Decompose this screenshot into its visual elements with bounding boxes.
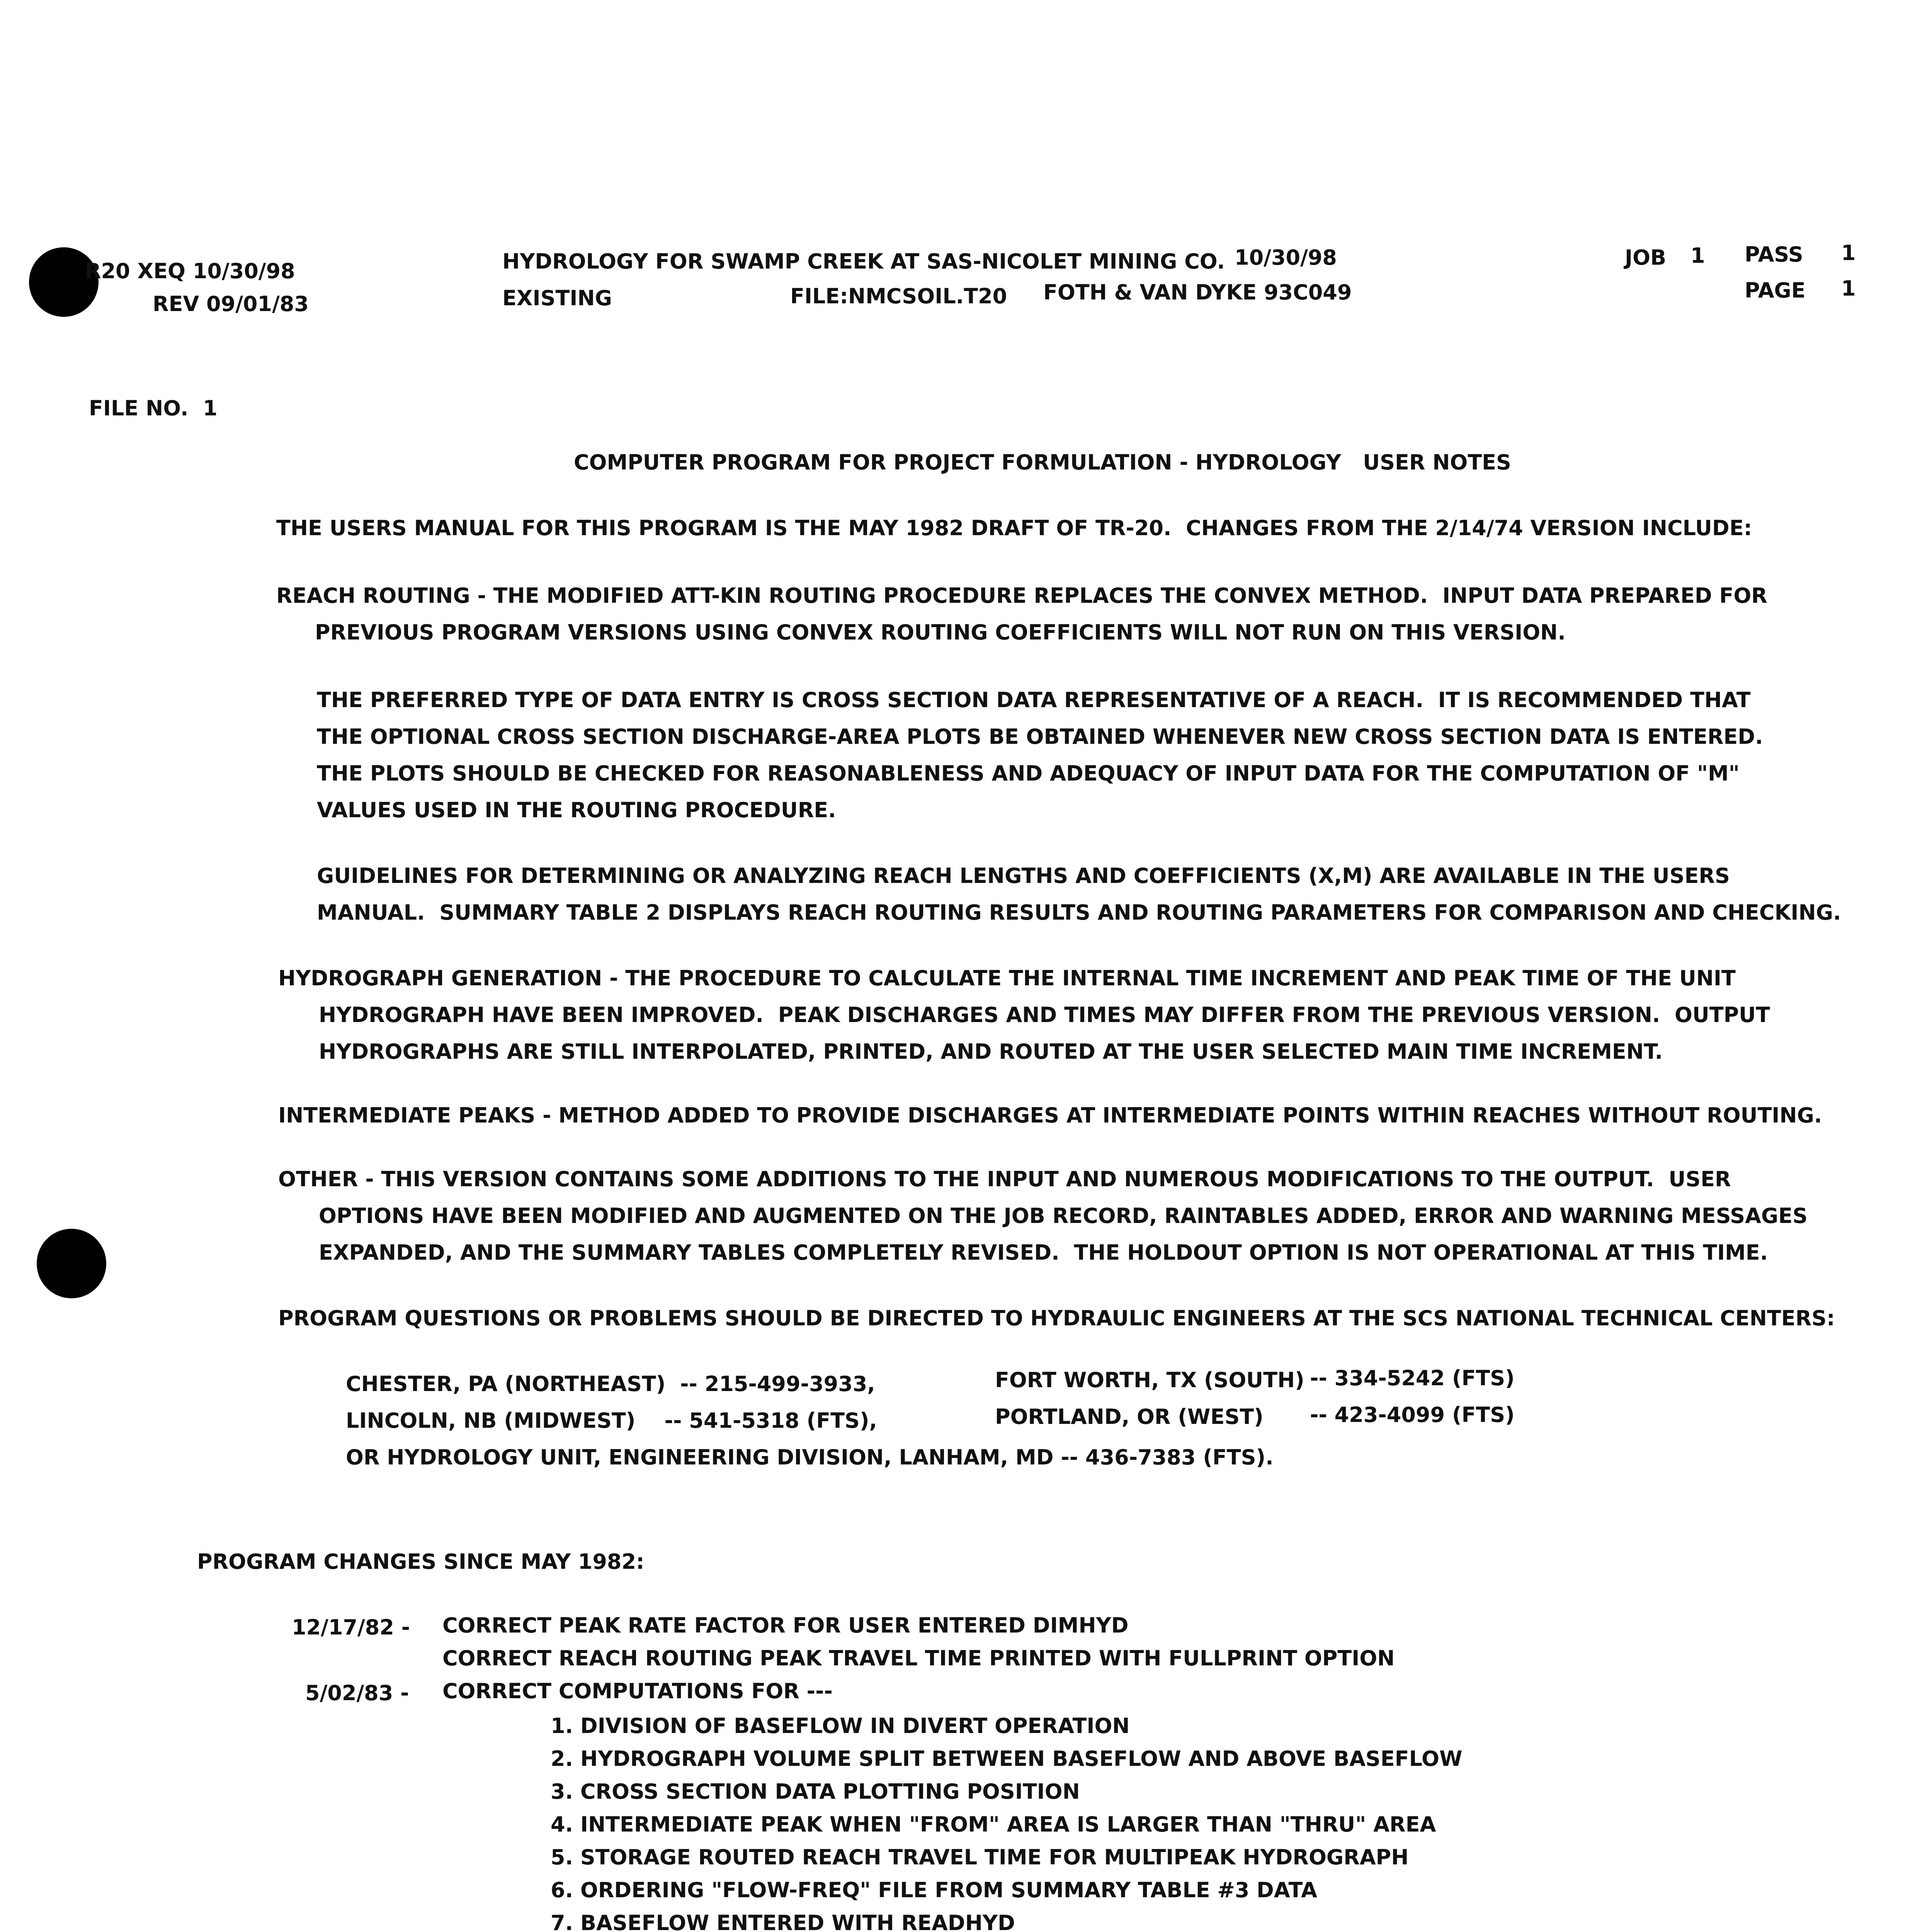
job-label: JOB bbox=[1625, 245, 1667, 270]
other-line-3: EXPANDED, AND THE SUMMARY TABLES COMPLETELY REVISED. THE HOLDOUT OPTION IS NOT OPERATIONAL AT THIS TIME. bbox=[319, 1240, 1768, 1265]
reach-routing-line-2: PREVIOUS PROGRAM VERSIONS USING CONVEX ROUTING COEFFICIENTS WILL NOT RUN ON THIS VERSION. bbox=[315, 620, 1566, 645]
fix-item-2: 2. HYDROGRAPH VOLUME SPLIT BETWEEN BASEFLOW AND ABOVE BASEFLOW bbox=[551, 1747, 1463, 1771]
reach-routing-p3-line-2: MANUAL. SUMMARY TABLE 2 DISPLAYS REACH ROUTING RESULTS AND ROUTING PARAMETERS FOR COMPARISON AND CHECKING. bbox=[317, 900, 1841, 925]
other-line-2: OPTIONS HAVE BEEN MODIFIED AND AUGMENTED ON THE JOB RECORD, RAINTABLES ADDED, ERROR AND WARNING MESSAGES bbox=[319, 1204, 1808, 1228]
page-label: PAGE bbox=[1745, 278, 1806, 303]
change-1-a: CORRECT PEAK RATE FACTOR FOR USER ENTERED DIMHYD bbox=[442, 1613, 1129, 1638]
change-1-b: CORRECT REACH ROUTING PEAK TRAVEL TIME PRINTED WITH FULLPRINT OPTION bbox=[442, 1646, 1395, 1670]
contact-hydrology-unit: OR HYDROLOGY UNIT, ENGINEERING DIVISION, LANHAM, MD -- 436-7383 (FTS). bbox=[346, 1445, 1274, 1469]
fix-item-7: 7. BASEFLOW ENTERED WITH READHYD bbox=[551, 1911, 1015, 1932]
document-title: COMPUTER PROGRAM FOR PROJECT FORMULATION - HYDROLOGY USER NOTES bbox=[574, 450, 1511, 474]
punch-hole-middle bbox=[37, 1229, 106, 1298]
reach-routing-p2-line-4: VALUES USED IN THE ROUTING PROCEDURE. bbox=[317, 798, 836, 822]
job-value: 1 bbox=[1690, 243, 1705, 268]
fix-item-5: 5. STORAGE ROUTED REACH TRAVEL TIME FOR MULTIPEAK HYDROGRAPH bbox=[551, 1845, 1409, 1869]
hydrograph-line-1: HYDROGRAPH GENERATION - THE PROCEDURE TO CALCULATE THE INTERNAL TIME INCREMENT AND PEAK TIME OF THE UNIT bbox=[278, 966, 1736, 990]
program-xeq: R20 XEQ 10/30/98 bbox=[85, 259, 295, 283]
fix-item-3: 3. CROSS SECTION DATA PLOTTING POSITION bbox=[551, 1779, 1080, 1804]
intro-text: THE USERS MANUAL FOR THIS PROGRAM IS THE MAY 1982 DRAFT OF TR-20. CHANGES FROM THE 2/14/74 VERSION INCLUDE: bbox=[276, 516, 1752, 540]
hydrograph-line-2: HYDROGRAPH HAVE BEEN IMPROVED. PEAK DISCHARGES AND TIMES MAY DIFFER FROM THE PREVIOUS VERSION. OUTPUT bbox=[319, 1003, 1770, 1027]
contact-chester: CHESTER, PA (NORTHEAST) -- 215-499-3933, bbox=[346, 1372, 875, 1396]
fix-item-4: 4. INTERMEDIATE PEAK WHEN "FROM" AREA IS LARGER THAN "THRU" AREA bbox=[551, 1812, 1436, 1837]
report-date: 10/30/98 bbox=[1235, 245, 1337, 270]
pass-value: 1 bbox=[1841, 241, 1856, 265]
page-value: 1 bbox=[1841, 276, 1856, 301]
report-title: HYDROLOGY FOR SWAMP CREEK AT SAS-NICOLET MINING CO. bbox=[502, 249, 1225, 274]
firm-name: FOTH & VAN DYKE 93C049 bbox=[1043, 280, 1352, 304]
fix-item-6: 6. ORDERING "FLOW-FREQ" FILE FROM SUMMARY TABLE #3 DATA bbox=[551, 1878, 1317, 1902]
change-2-a: CORRECT COMPUTATIONS FOR --- bbox=[442, 1679, 833, 1703]
contact-portland-phone: -- 423-4099 (FTS) bbox=[1310, 1403, 1515, 1427]
fix-item-1: 1. DIVISION OF BASEFLOW IN DIVERT OPERATION bbox=[551, 1714, 1130, 1738]
intermediate-peaks-text: INTERMEDIATE PEAKS - METHOD ADDED TO PROVIDE DISCHARGES AT INTERMEDIATE POINTS WITHIN REACHES WITHOUT ROUTING. bbox=[278, 1103, 1822, 1128]
other-line-1: OTHER - THIS VERSION CONTAINS SOME ADDITIONS TO THE INPUT AND NUMEROUS MODIFICATIONS TO THE OUTPUT. USER bbox=[278, 1167, 1731, 1191]
file-number: FILE NO. 1 bbox=[89, 396, 218, 420]
change-date-1: 12/17/82 - bbox=[292, 1615, 410, 1639]
reach-routing-p2-line-2: THE OPTIONAL CROSS SECTION DISCHARGE-AREA PLOTS BE OBTAINED WHENEVER NEW CROSS SECTION DATA IS ENTERED. bbox=[317, 724, 1763, 749]
contact-fortworth-phone: -- 334-5242 (FTS) bbox=[1310, 1366, 1515, 1390]
contact-lincoln: LINCOLN, NB (MIDWEST) -- 541-5318 (FTS), bbox=[346, 1408, 878, 1433]
questions-text: PROGRAM QUESTIONS OR PROBLEMS SHOULD BE DIRECTED TO HYDRAULIC ENGINEERS AT THE SCS NATIONAL TECHNICAL CENTERS: bbox=[278, 1306, 1835, 1330]
reach-routing-line-1: REACH ROUTING - THE MODIFIED ATT-KIN ROUTING PROCEDURE REPLACES THE CONVEX METHOD. INPUT DATA PREPARED FOR bbox=[276, 583, 1767, 608]
hydrograph-line-3: HYDROGRAPHS ARE STILL INTERPOLATED, PRINTED, AND ROUTED AT THE USER SELECTED MAIN TIME INCREMENT. bbox=[319, 1039, 1663, 1064]
reach-routing-p2-line-3: THE PLOTS SHOULD BE CHECKED FOR REASONABLENESS AND ADEQUACY OF INPUT DATA FOR THE COMPUTATION OF "M" bbox=[317, 761, 1740, 786]
file-name: FILE:NMCSOIL.T20 bbox=[790, 284, 1007, 308]
reach-routing-p2-line-1: THE PREFERRED TYPE OF DATA ENTRY IS CROSS SECTION DATA REPRESENTATIVE OF A REACH. IT IS RECOMMENDED THAT bbox=[317, 688, 1751, 712]
program-rev: REV 09/01/83 bbox=[153, 292, 309, 316]
contact-portland-name: PORTLAND, OR (WEST) bbox=[995, 1405, 1264, 1429]
pass-label: PASS bbox=[1745, 242, 1803, 267]
contact-fortworth-name: FORT WORTH, TX (SOUTH) bbox=[995, 1368, 1304, 1392]
changes-title: PROGRAM CHANGES SINCE MAY 1982: bbox=[197, 1549, 645, 1574]
change-date-2: 5/02/83 - bbox=[305, 1681, 409, 1705]
existing-label: EXISTING bbox=[502, 286, 612, 310]
reach-routing-p3-line-1: GUIDELINES FOR DETERMINING OR ANALYZING REACH LENGTHS AND COEFFICIENTS (X,M) ARE AVAILABLE IN THE USERS bbox=[317, 864, 1730, 888]
